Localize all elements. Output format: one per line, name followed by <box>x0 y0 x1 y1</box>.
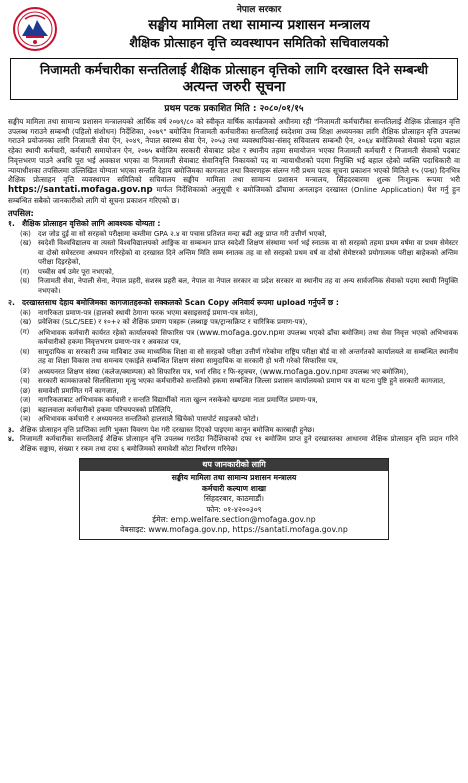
list-item-text: सरकारी कामकाजको सिलसिलामा मृत्यु भएका कर्मचारीको सन्ततिको हकमा सम्बन्धित जिल्ला प्रशासन कार्यालयको प्रमाण पत्र वा घटना पुष्टि हुने सरकारी कागजात, <box>38 377 446 386</box>
ministry-name: सङ्घीय मामिला तथा सामान्य प्रशासन मन्त्रालय <box>148 17 370 33</box>
note-text: शैक्षिक प्रोत्साहन वृत्ति प्राप्तिका लागि भुक्ता विवरण पेश गरी दरखास्त दिएको पाइएमा कानून बमोजिम कारबाही हुनेछ। <box>20 425 315 434</box>
list-item <box>20 239 458 268</box>
list-item-text-part: मा उपलब्ध भएको ढाँचा बमोजिम) तथा सेवा निवृत्त भएको अभिभावक कर्मचारीको हकमा निवृत्तभरण प्रमाण-पत्र र अवकाश पत्र, <box>38 328 458 347</box>
intro-text: सङ्घीय मामिला तथा सामान्य प्रशासन मन्त्रालयको आर्थिक वर्ष २०७९/८० को स्वीकृत वार्षिक कार्यक्रमको अधीनमा रही "निजामती कर्मचारीका सन्ततिलाई शैक्षिक प्रोत्साहन वृत्ति उपलब्ध गराउने सम्बन्धी (पहिलो संशोधन) निर्देशिका, २०७९" बमोजिम निजामती कर्मचारीका सन्ततिलाई स्वदेशमा उच्च शिक्षा अध्ययनका लागि शैक्षिक प्रोत्साहन वृत्ति उपलब्ध गराउने प्रयोजनका लागि निजामती सेवा ऐन, २०४९, नेपाल स्वास्थ्य सेवा ऐन, २०५३ तथा व्यवस्थापिका-संसद् सचिवालय सम्बन्धी ऐन, २०६४ बमोजिमको सेवाको पदमा बहाल रहेका स्थायी कर्मचारी, कर्मचारी समायोजन ऐन, २०७५ बमोजिम सरकारी सेवाबाट प्रदेश र स्थानीय तहमा समायोजन भएका निजामती कर्मचारी र निजामती सेवाको पदबाट निवृत्तभरण पाउने अवधि पूरा भई अवकाश भएका वा निजामती सेवाबाट सेवानिवृत्ति निकायको पद वा न्यायाधीशको पदमा नियुक्ति भई बहाल रहेको व्यक्ति पदाधिकारी वा न्यायाधीशका तपसिलमा उल्लिखित योग्यता भएका सन्तति देहाय बमोजिमका कागजात तथा विवरणहरू संलग्न गरी प्रथम पटक सूचना प्रकाशन भएको मितिले १५ (पन्ध्र) दिनभित्र शैक्षिक प्रोत्साहन वृत्ति व्यवस्थापन समितिको सचिवालय सङ्घीय मामिला तथा सामान्य प्रशासन मन्त्रालय, सिंहदरबारमा शुल्क निःशुल्क रूपमा भरी <box>8 117 460 185</box>
list-item <box>20 318 458 328</box>
section-1-title: शैक्षिक प्रोत्साहन वृत्तिको लागि आवश्यक योग्यता : <box>22 219 161 229</box>
list-item-text: दश जोड दुई वा सो सरहको परीक्षामा कम्तीमा GPA २.४ वा पचास प्रतिशत मन्दा बढी अङ्क प्राप्त गरी उत्तीर्ण भएको, <box>38 229 327 238</box>
notice-title-box <box>10 58 458 100</box>
note-item <box>8 435 458 454</box>
list-item-marker: (झ) <box>20 405 31 414</box>
note-number: ४. <box>8 435 15 444</box>
mofaga-website-link[interactable]: www.mofaga.gov.np <box>262 366 342 376</box>
list-item-marker: (क) <box>20 229 31 238</box>
section-1-list <box>6 230 462 297</box>
list-item-text: अभिभावक कर्मचारी र अध्ययनरत सन्ततिको हालसालै खिचेको पासपोर्ट साइजको फोटो। <box>38 415 259 424</box>
publication-date: प्रथम पटक प्रकाशित मिति : २०८०/०१/१५ <box>164 104 304 114</box>
email-link[interactable]: emp.welfare.section@mofaga.gov.np <box>170 514 316 524</box>
list-item-marker: (च) <box>20 377 30 386</box>
list-item-marker: (ङ) <box>20 366 30 375</box>
list-item <box>20 277 458 296</box>
section-2-title: दरखास्तसाथ देहाय बमोजिमका कागजातहरूको सक्कलको Scan Copy अनिवार्य रूपमा upload गर्नुपर्ने छ : <box>22 298 339 308</box>
tapasil-heading: तपसिल: <box>8 208 34 219</box>
list-item-marker: (ख) <box>20 239 32 248</box>
list-item-text-part: अध्ययनरत शिक्षण संस्था (कलेज/क्याम्पस) को सिफारिस पत्र, भर्ना रसिद र फि-स्ट्रक्चर, ( <box>38 367 263 376</box>
notice-title: निजामती कर्मचारीका सन्ततिलाई शैक्षिक प्रोत्साहन वृत्तिको लागि दरखास्त दिने सम्बन्धी <box>40 62 428 77</box>
mofaga-website-link[interactable]: www.mofaga.gov.np, <box>148 525 230 535</box>
list-item-text: प्रवेशिका (SLC/SEE) र १०+२ को शैक्षिक प्रमाण पत्रहरू (लब्धाङ्क पत्र/ट्रान्सक्रिप्ट र चारित्रिक प्रमाण-पत्र), <box>38 318 308 327</box>
contact-website-row <box>84 525 384 535</box>
list-item-text: नागरिकताबाट अभिभावक कर्मचारी र सन्तति विद्यार्थीको नाता खुल्न नसकेको खण्डमा नाता प्रमाणित प्रमाण-पत्र, <box>38 396 318 405</box>
note-number: ३. <box>8 425 15 434</box>
section-1-heading <box>8 219 462 230</box>
header-text <box>62 4 456 51</box>
website-label: वेबसाइट: <box>120 525 146 535</box>
santati-portal-link[interactable]: https://santati.mofaga.gov.np <box>8 184 153 195</box>
list-item <box>20 268 458 278</box>
list-item-text: स्वदेशी विश्वविद्यालय वा त्यस्तो विश्वविद्यालयको आङ्गिक वा सम्बन्धन प्राप्त स्वदेशी शिक्षण संस्थामा भर्ना भई स्नातक वा सो सरहको तहमा प्रथम वर्षमा वा प्रथम सेमेस्टर वा दोस्रो समेस्टरमा अध्ययन गरिरहेको वा दरखास्त दिने अन्तिम मिति सम्म स्नातक तह वा सो सरहको प्रथम वर्ष वा दोस्रो सेमेष्टरको प्रयोगात्मक परीक्षा बाहेकको अन्तिम परीक्षा दिइरहेको, <box>38 239 458 267</box>
intro-text-after: मार्फत निर्देशिकाको अनुसूची १ बमोजिमको ढाँचामा अनलाइन दरखास्त (Online Application) पेश गर्नु हुन सम्बन्धित सबैको जानकारीको लागि यो सूचना प्रकाशन गरिएको छ। <box>8 184 460 205</box>
contact-branch: कर्मचारी कल्याण शाखा <box>202 483 266 493</box>
section-2-heading <box>8 298 462 309</box>
list-item <box>20 230 458 240</box>
list-item-marker: (क) <box>20 308 31 317</box>
list-item-text: बहालवाला कर्मचारीको हकमा परिचयपत्रको प्रतिलिपि, <box>38 405 173 414</box>
nepal-government-emblem-icon <box>12 6 58 52</box>
notice-subtitle: अत्यन्त जरुरी सूचना <box>182 79 286 95</box>
notes-list <box>6 426 462 455</box>
contact-ministry: सङ्घीय मामिला तथा सामान्य प्रशासन मन्त्रालय <box>171 473 297 483</box>
secretariat-name: शैक्षिक प्रोत्साहन वृत्ति व्यवस्थापन समितिको सचिवालयको <box>129 35 389 50</box>
list-item-text-part: मा उपलब्ध भए बमोजिम), <box>341 367 409 376</box>
contact-body <box>80 471 388 538</box>
list-item-text: निजामती सेवा, नेपाली सेना, नेपाल प्रहरी, सशस्त्र प्रहरी बल, नेपाल वा नेपाल सरकार वा प्रदेश सरकार वा स्थानीय तह वा अन्य सार्वजनिक सेवाको पदमा स्थायी नियुक्ति नभएको। <box>38 277 458 295</box>
list-item-marker: (छ) <box>20 386 31 395</box>
intro-paragraph <box>8 117 460 205</box>
list-item-marker: (घ) <box>20 277 30 286</box>
list-item-marker: (ज) <box>20 396 31 405</box>
section-2-list <box>6 309 462 425</box>
list-item <box>20 406 458 416</box>
list-item <box>20 328 458 348</box>
contact-box <box>79 458 389 539</box>
list-item-marker: (ख) <box>20 318 32 327</box>
list-item-marker: (घ) <box>20 347 30 356</box>
list-item <box>20 377 458 387</box>
government-label: नेपाल सरकार <box>236 5 282 15</box>
note-text: निजामती कर्मचारीका सन्ततिलाई शैक्षिक प्रोत्साहन वृत्ति उपलब्ध गराउँदा निर्देशिकाको दफा ११ बमोजिम प्राप्त हुने दरखास्तका आधारमा शैक्षिक प्रोत्साहन वृत्ति प्रदान गरिने शैक्षिक सङ्काय, संख्या र रकम तथा दफा ६ बमोजिमको समावेशी कोटा निर्धारण गरिनेछ। <box>20 435 458 453</box>
list-item <box>20 387 458 397</box>
santati-portal-link[interactable]: https://santati.mofaga.gov.np <box>232 525 348 535</box>
list-item-marker: (ग) <box>20 267 30 276</box>
list-item-text: समावेशी प्रमाणित गर्ने कागजात, <box>38 386 119 395</box>
list-item-text <box>38 328 458 348</box>
contact-email-row <box>84 515 384 525</box>
list-item <box>20 309 458 319</box>
list-item <box>20 415 458 425</box>
section-1-number: १. <box>8 219 15 229</box>
list-item-text: नागरिकता प्रमाण-पत्र (हालको स्थायी ठेगाना फरक भएमा बसाइसराई प्रमाण-पत्र समेत), <box>38 308 258 317</box>
email-label: ईमेल: <box>152 514 169 524</box>
list-item-marker: (ञ) <box>20 415 31 424</box>
contact-address: सिंहदरबार, काठमाडौं। <box>203 494 265 504</box>
list-item-text <box>38 367 458 378</box>
list-item-text: पच्चीस वर्ष उमेर पूरा नभएको, <box>38 267 115 276</box>
contact-heading: थप जानकारीको लागि <box>80 459 388 471</box>
contact-phone: फोन: ०१-४२००३०९ <box>206 504 262 514</box>
notice-header <box>6 4 462 56</box>
section-2-number: २. <box>8 298 15 308</box>
list-item <box>20 396 458 406</box>
list-item <box>20 367 458 378</box>
list-item-marker: (ग) <box>20 327 30 336</box>
list-item-text: सामुदायिक वा सरकारी उच्च माविबाट उच्च माध्यमिक शिक्षा वा सो सरहको परीक्षा उत्तीर्ण गरेकोमा राष्ट्रिय परीक्षा बोर्ड वा सो अन्तर्गतको कार्यालयले वा सम्बन्धित स्थानीय तह वा शिक्षा विकास तथा समन्वय एकाईले सम्बन्धित शिक्षण संस्था सामुदायिक वा सरकारी हो भनी गरेको सिफारिस पत्र, <box>38 347 458 366</box>
list-item <box>20 348 458 367</box>
note-item <box>8 426 458 436</box>
list-item-text-part: अभिभावक कर्मचारी कार्यरत रहेको कार्यालयको सिफारिस पत्र ( <box>38 328 200 337</box>
mofaga-website-link[interactable]: www.mofaga.gov.np <box>199 327 279 337</box>
